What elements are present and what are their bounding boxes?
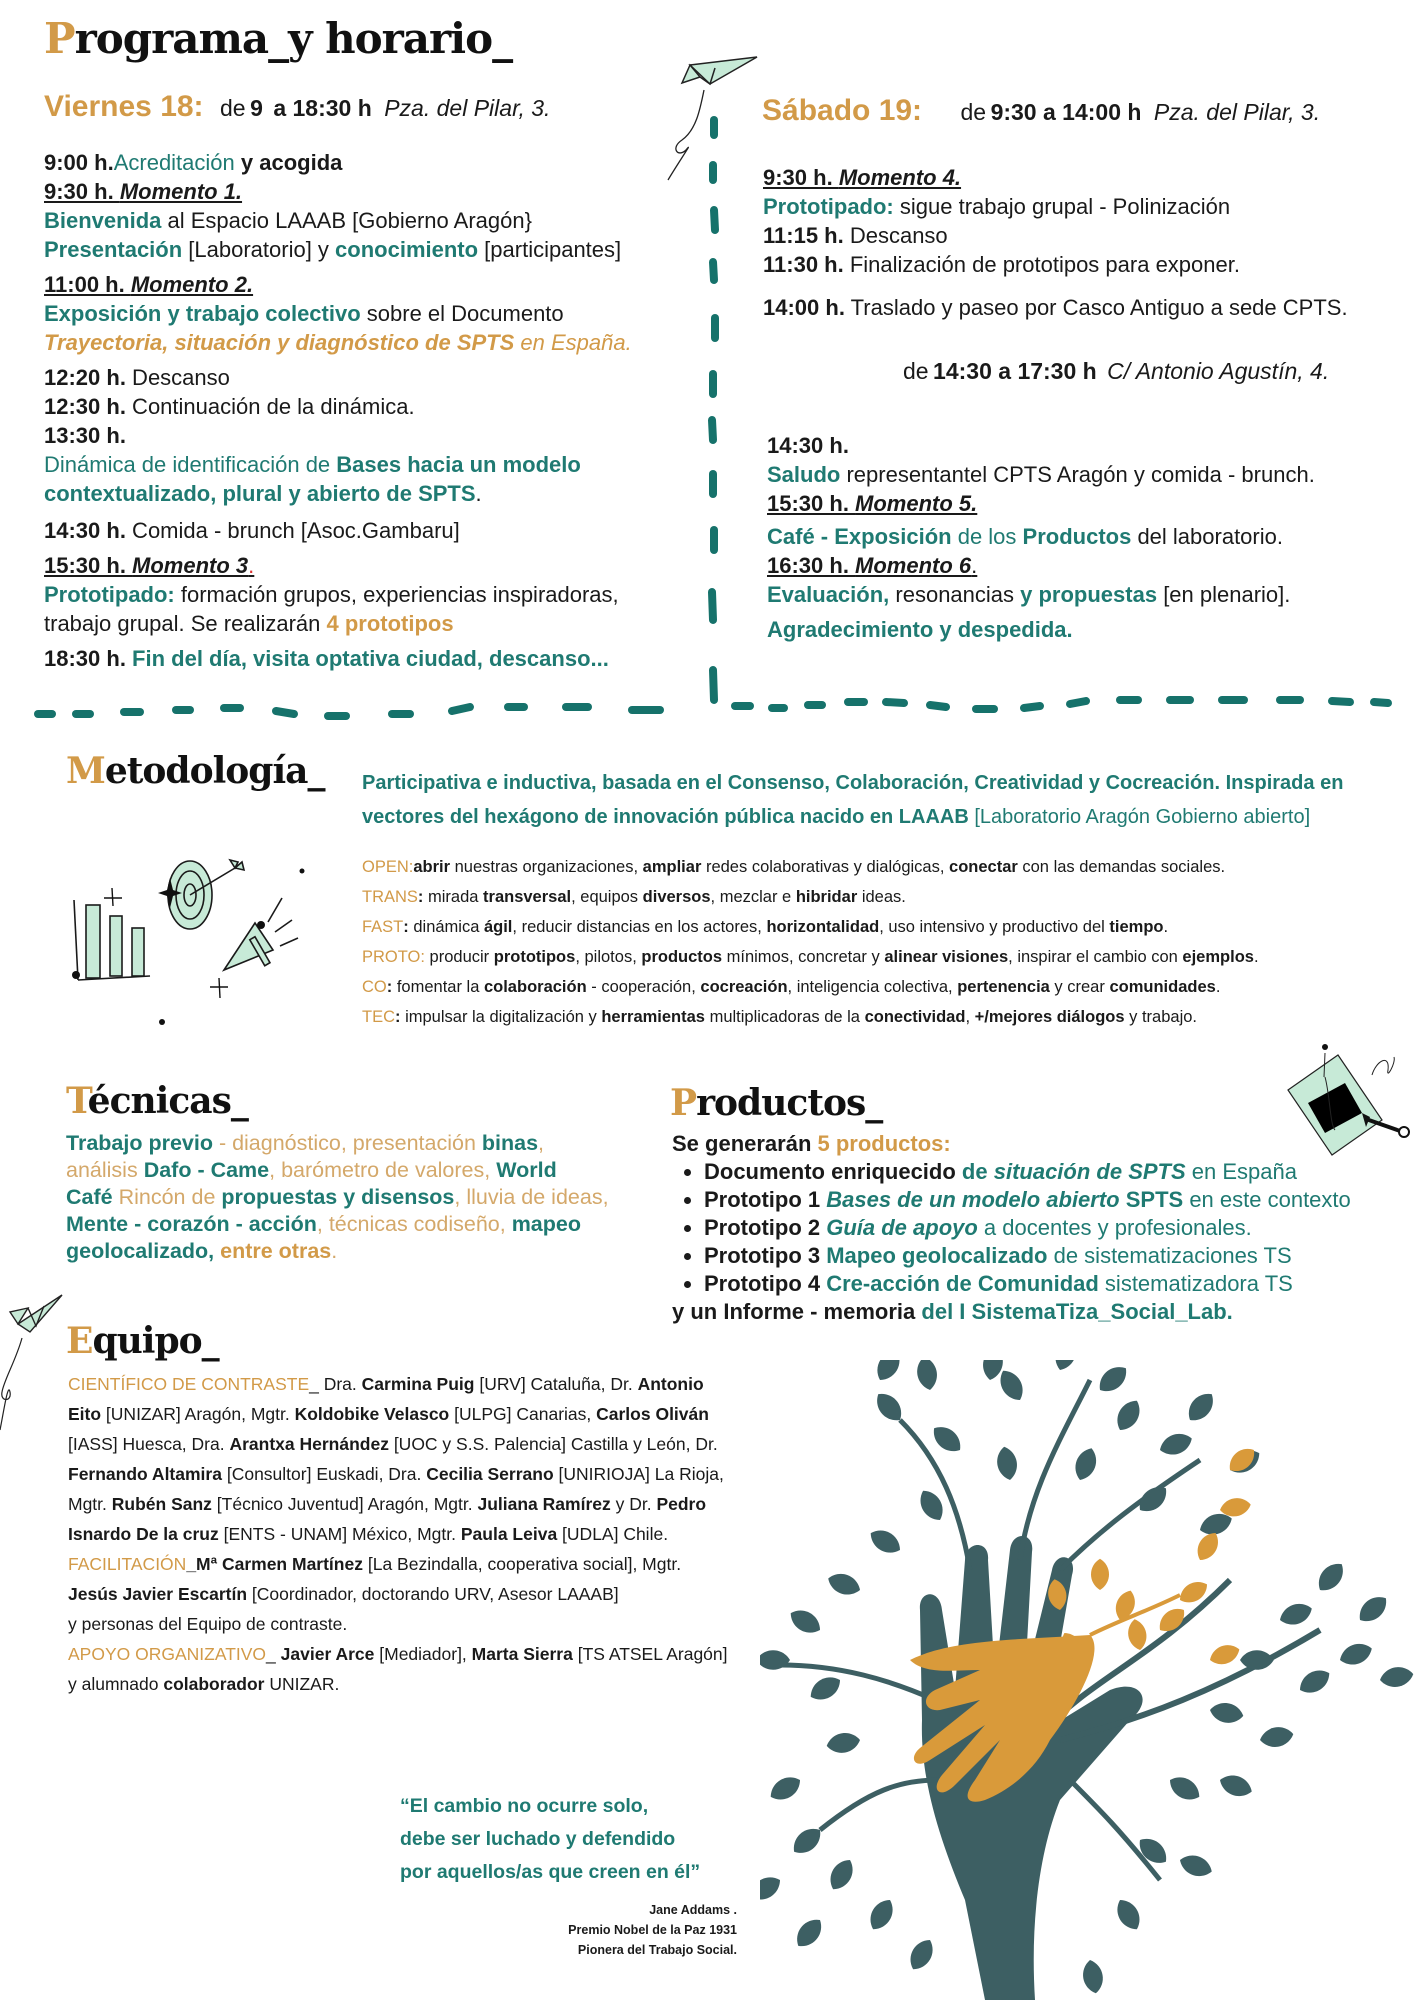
vector-text: transversal xyxy=(483,888,572,906)
productos-title xyxy=(670,1082,882,1124)
product-item xyxy=(704,1214,1412,1242)
vector-text: conectar xyxy=(949,858,1018,876)
vector-text: mínimos, concretar y xyxy=(722,948,885,966)
leaf xyxy=(1112,1396,1146,1435)
schedule-item: 12:30 h. Continuación de la dinámica. xyxy=(44,394,415,419)
vector-text: : xyxy=(386,978,393,996)
vector-text: nuestras organizaciones, xyxy=(450,858,643,876)
vector-text: : xyxy=(395,1008,401,1026)
metodologia-title xyxy=(66,750,324,792)
momento-3-heading: 15:30 h. Momento 3. xyxy=(44,553,255,578)
vector-text: : xyxy=(417,888,424,906)
team-text: [Coordinador, doctorando URV, Asesor LAAAB] xyxy=(247,1584,619,1604)
team-text: [UNIRIOJA] La Rioja, xyxy=(553,1464,724,1484)
schedule-item: 12:20 h. Descanso xyxy=(44,365,230,390)
team-line xyxy=(68,1609,808,1639)
schedule-item: Prototipado: formación grupos, experiencias inspiradoras, xyxy=(44,582,619,607)
schedule-item: Café - Exposición de los Productos del laboratorio. xyxy=(767,524,1283,549)
leaf xyxy=(1208,1700,1245,1725)
afternoon-de: de xyxy=(903,358,929,384)
product-desc: en este contexto xyxy=(1183,1187,1351,1212)
product-label: Prototipo 2 xyxy=(704,1215,827,1240)
product-desc: de sistematizaciones TS xyxy=(1047,1243,1292,1268)
team-text: [Técnico Juventud] Aragón, Mgtr. xyxy=(211,1494,478,1514)
vector-item xyxy=(362,972,1412,1002)
product-items xyxy=(672,1158,1412,1298)
sabado-de: de xyxy=(960,99,987,125)
leaf xyxy=(1080,1958,1105,1995)
vector-key: PROTO: xyxy=(362,948,425,966)
leaf xyxy=(786,1605,825,1639)
team-text: Rubén Sanz xyxy=(111,1494,212,1514)
equipo-title-rest: quipo_ xyxy=(92,1320,219,1362)
leaf xyxy=(1183,1388,1220,1426)
momento-6-heading: 16:30 h. Momento 6. xyxy=(767,553,978,578)
product-label: Prototipo 4 xyxy=(704,1271,827,1296)
team-text: _ Dra. xyxy=(309,1374,362,1394)
leaf xyxy=(915,1486,949,1525)
tecnica-text: , xyxy=(538,1131,545,1155)
gold-leaf xyxy=(1126,1618,1149,1652)
vector-text: - cooperación, xyxy=(586,978,701,996)
tecnica-text: - diagnóstico, presentación xyxy=(212,1131,482,1155)
leaf xyxy=(905,1935,939,1974)
vector-text: pertenencia xyxy=(957,978,1050,996)
schedule-item: 14:00 h. Traslado y paseo por Casco Antiguo a sede CPTS. xyxy=(763,295,1348,320)
schedule-item: 18:30 h. Fin del día, visita optativa ciudad, descanso... xyxy=(44,646,609,671)
vector-text: . xyxy=(1215,978,1221,996)
product-highlight: de xyxy=(961,1159,994,1184)
product-item xyxy=(704,1270,1412,1298)
viernes-from: 9 xyxy=(250,95,263,121)
equipo-title-cap: E xyxy=(66,1320,93,1362)
vector-text: herramientas xyxy=(601,1008,705,1026)
programa-title-rest: rograma_y horario_ xyxy=(74,14,513,63)
leaf xyxy=(915,1360,940,1392)
leaf xyxy=(825,1569,863,1599)
vector-text: hibridar xyxy=(795,888,858,906)
tecnicas-line xyxy=(66,1238,666,1265)
product-highlight: Bases de un modelo abierto xyxy=(826,1187,1120,1212)
team-text: [UNIZAR] Aragón, Mgtr. xyxy=(101,1404,295,1424)
sabado-place: Pza. del Pilar, 3. xyxy=(1153,99,1321,125)
leaf xyxy=(995,1445,1020,1482)
vector-text: fomentar la xyxy=(392,978,484,996)
leaf xyxy=(1165,1772,1204,1806)
schedule-item: contextualizado, plural y abierto de SPTS. xyxy=(44,481,482,506)
vector-text: prototipos xyxy=(493,948,576,966)
team-role-label: APOYO ORGANIZATIVO xyxy=(68,1644,267,1664)
team-text: Eito xyxy=(68,1404,102,1424)
vector-text: ágil xyxy=(483,918,513,936)
team-text: Koldobike Velasco xyxy=(294,1404,450,1424)
leaf xyxy=(1157,1429,1195,1459)
vector-text: , inspirar el cambio con xyxy=(1008,948,1183,966)
product-highlight: Guía de apoyo xyxy=(826,1215,978,1240)
momento-1-heading: 9:30 h. Momento 1. xyxy=(44,179,243,204)
equipo-title xyxy=(66,1320,219,1362)
schedule-item: 11:15 h. Descanso xyxy=(763,223,948,248)
team-text: [IASS] Huesca, Dra. xyxy=(68,1434,230,1454)
vector-text: ejemplos xyxy=(1182,948,1254,966)
team-text: Cecilia Serrano xyxy=(426,1464,554,1484)
vector-text: alinear visiones xyxy=(884,948,1009,966)
leaf xyxy=(825,1730,862,1755)
leaf xyxy=(928,1421,966,1458)
leaf xyxy=(791,1914,828,1952)
team-text: [Consultor] Euskadi, Dra. xyxy=(221,1464,427,1484)
tecnica-text: mapeo xyxy=(511,1212,581,1236)
hexagon-vectors-list xyxy=(362,852,1412,1032)
tecnica-text: Rincón de xyxy=(112,1185,222,1209)
vector-text: . xyxy=(1253,948,1259,966)
team-text: Pedro xyxy=(656,1494,707,1514)
tecnicas-title-cap: T xyxy=(66,1080,88,1122)
vector-text: ideas. xyxy=(857,888,906,906)
team-text: Isnardo De la cruz xyxy=(68,1524,219,1544)
team-text: Fernando Altamira xyxy=(68,1464,222,1484)
vector-item xyxy=(362,852,1412,882)
productos-intro: Se generarán 5 productos: xyxy=(672,1131,951,1156)
vector-text: tiempo xyxy=(1109,918,1164,936)
leaf xyxy=(1277,1599,1315,1629)
tecnica-text: Café xyxy=(66,1185,113,1209)
leaf xyxy=(1258,1725,1295,1750)
team-role-label: FACILITACIÓN xyxy=(68,1554,187,1574)
team-role-label: CIENTÍFICO DE CONTRASTE xyxy=(68,1374,310,1394)
leaf xyxy=(1240,1650,1274,1670)
schedule-item: Bienvenida al Espacio LAAAB [Gobierno Aragón} xyxy=(44,208,532,233)
team-line xyxy=(68,1519,808,1549)
team-line xyxy=(68,1639,808,1669)
schedule-item: Evaluación, resonancias y propuestas [en plenario]. xyxy=(767,582,1291,607)
product-desc: sistematizadora TS xyxy=(1098,1271,1293,1296)
vector-text: ampliar xyxy=(642,858,702,876)
leaf xyxy=(1313,1558,1350,1596)
vector-key: FAST xyxy=(362,918,404,936)
schedule-item: 14:30 h. xyxy=(767,433,849,458)
vector-text: conectividad xyxy=(864,1008,966,1026)
team-line xyxy=(68,1429,808,1459)
product-desc: a docentes y profesionales. xyxy=(977,1215,1252,1240)
sabado-range: 9:30 a 14:00 h xyxy=(990,99,1142,125)
team-text: Mgtr. xyxy=(68,1494,112,1514)
vector-text: , pilotos, xyxy=(575,948,642,966)
leaf xyxy=(872,1360,906,1385)
metodologia-title-cap: M xyxy=(66,750,105,792)
schedule-item: trabajo grupal. Se realizarán 4 prototipos xyxy=(44,611,454,636)
leaf xyxy=(1378,1665,1414,1690)
metodologia-intro xyxy=(362,766,1412,834)
vector-text: multiplicadoras de la xyxy=(704,1008,865,1026)
schedule-item: 9:00 h.Acreditación y acogida xyxy=(44,150,343,175)
quote-role: Pionera del Trabajo Social. xyxy=(577,1943,737,1957)
leaf xyxy=(1134,1833,1172,1870)
chart-target-megaphone-illustration xyxy=(30,850,330,1030)
vector-text: producir xyxy=(424,948,494,966)
dashed-divider xyxy=(0,0,1414,720)
tecnica-text: , técnicas codiseño, xyxy=(316,1212,512,1236)
vector-text: con las demandas sociales. xyxy=(1017,858,1226,876)
document-wrench-illustration xyxy=(1270,1035,1414,1165)
vector-text: , mezclar e xyxy=(710,888,796,906)
vector-key: OPEN: xyxy=(362,858,414,876)
tecnica-text: Dafo - Came xyxy=(143,1158,270,1182)
schedule-item: Presentación [Laboratorio] y conocimiento [participantes] xyxy=(44,237,622,262)
quote-line: por aquellos/as que creen en él” xyxy=(400,1861,701,1883)
vector-text: y crear xyxy=(1049,978,1110,996)
schedule-item: Agradecimiento y despedida. xyxy=(767,617,1073,642)
leaf xyxy=(1051,1360,1081,1373)
leaf xyxy=(1071,1445,1101,1483)
leaf xyxy=(806,1672,845,1706)
tecnica-text: World xyxy=(496,1158,557,1182)
viernes-place: Pza. del Pilar, 3. xyxy=(384,95,551,121)
vector-item xyxy=(362,882,1412,912)
tecnica-text: análisis xyxy=(66,1158,144,1182)
vector-text: horizontalidad xyxy=(766,918,880,936)
product-highlight: situación de SPTS xyxy=(993,1159,1186,1184)
leaf xyxy=(1354,1591,1392,1628)
tecnica-text: propuestas y disensos xyxy=(221,1185,455,1209)
vector-item xyxy=(362,1002,1412,1032)
momento-2-heading: 11:00 h. Momento 2. xyxy=(44,272,254,297)
team-text: [ENTS - UNAM] México, Mgtr. xyxy=(218,1524,461,1544)
vector-text: productos xyxy=(641,948,723,966)
viernes-day: Viernes 18: xyxy=(44,90,204,123)
hands-tree-illustration xyxy=(760,1360,1414,2000)
vector-text: , inteligencia colectiva, xyxy=(787,978,958,996)
tecnica-text: Mente - corazón - acción xyxy=(66,1212,317,1236)
vector-text: colaboración xyxy=(483,978,587,996)
vector-item xyxy=(362,912,1412,942)
quote-line: “El cambio no ocurre solo, xyxy=(400,1795,649,1817)
schedule-item: Saludo representantel CPTS Aragón y comida - brunch. xyxy=(767,462,1315,487)
vector-text: mirada xyxy=(423,888,484,906)
vector-text: : xyxy=(403,918,409,936)
tecnica-text: geolocalizado, xyxy=(66,1239,221,1263)
tecnicas-title-rest: écnicas_ xyxy=(87,1080,248,1122)
sabado-day: Sábado 19: xyxy=(762,94,923,127)
tecnicas-line xyxy=(66,1211,666,1238)
team-text: Juliana Ramírez xyxy=(477,1494,611,1514)
gold-leaf xyxy=(1207,1641,1242,1669)
leaf xyxy=(865,1895,899,1934)
tecnicas-line xyxy=(66,1130,666,1157)
tecnicas-title xyxy=(66,1080,248,1122)
team-text: [TS ATSEL Aragón] xyxy=(572,1644,728,1664)
afternoon-range: 14:30 a 17:30 h xyxy=(933,358,1097,384)
vector-text: abrir xyxy=(413,858,451,876)
vector-text: . xyxy=(1163,918,1169,936)
quote-author: Jane Addams . xyxy=(649,1903,737,1917)
team-line xyxy=(68,1459,808,1489)
product-highlight: Mapeo geolocalizado xyxy=(826,1243,1048,1268)
intro-line: Participativa e inductiva, basada en el Consenso, Colaboración, Creatividad y Cocreación. Inspirada en xyxy=(362,772,1344,794)
team-text: Arantxa Hernández xyxy=(229,1434,389,1454)
team-text: Javier Arce xyxy=(280,1644,375,1664)
team-text: y alumnado xyxy=(68,1674,164,1694)
product-item xyxy=(704,1186,1412,1214)
leaf xyxy=(760,1872,785,1906)
tecnica-text: . xyxy=(331,1239,338,1263)
vector-item xyxy=(362,942,1412,972)
vector-key: CO xyxy=(362,978,387,996)
team-text: Jesús Javier Escartín xyxy=(68,1584,248,1604)
leaf xyxy=(825,1855,859,1894)
vector-text: comunidades xyxy=(1109,978,1216,996)
product-highlight: Cre-acción de Comunidad xyxy=(826,1271,1099,1296)
team-text: [URV] Cataluña, Dr. xyxy=(474,1374,638,1394)
quote xyxy=(400,1790,760,1889)
product-highlight: SPTS xyxy=(1119,1187,1184,1212)
gold-leaf xyxy=(1112,1588,1140,1623)
leaf xyxy=(1112,1895,1146,1934)
team-text: Paula Leiva xyxy=(460,1524,558,1544)
vector-text: , equipos xyxy=(571,888,643,906)
team-text: [UDLA] Chile. xyxy=(557,1524,669,1544)
schedule-item: Exposición y trabajo colectivo sobre el Documento xyxy=(44,301,564,326)
tecnica-text: binas xyxy=(481,1131,539,1155)
productos-title-rest: roductos_ xyxy=(696,1082,883,1124)
tecnicas-line xyxy=(66,1157,666,1184)
team-text: [UOC y S.S. Palencia] Castilla y León, Dr. xyxy=(388,1434,718,1454)
vector-text: +/mejores diálogos xyxy=(974,1008,1125,1026)
intro-line: vectores del hexágono de innovación pública nacido en LAAAB [Laboratorio Aragón Gobierno abierto] xyxy=(362,806,1311,828)
viernes-to: a 18:30 h xyxy=(273,95,372,121)
vector-text: , reducir distancias en los actores, xyxy=(512,918,767,936)
schedule-item: Dinámica de identificación de Bases hacia un modelo xyxy=(44,452,581,477)
schedule-item: 11:30 h. Finalización de prototipos para exponer. xyxy=(763,252,1240,277)
vector-text: y trabajo. xyxy=(1124,1008,1198,1026)
team-text: Carlos Oliván xyxy=(596,1404,709,1424)
momento-5-heading: 15:30 h. Momento 5. xyxy=(767,491,978,516)
product-item xyxy=(704,1242,1412,1270)
tecnicas-line xyxy=(66,1184,666,1211)
leaf xyxy=(1337,1639,1375,1669)
team-line xyxy=(68,1399,808,1429)
team-text: y Dr. xyxy=(610,1494,657,1514)
schedule-item: 13:30 h. xyxy=(44,423,126,448)
team-text: colaborador xyxy=(163,1674,265,1694)
team-text: _Mª Carmen Martínez xyxy=(186,1554,363,1574)
vector-text: cocreación xyxy=(700,978,788,996)
vector-text: , uso intensivo y productivo del xyxy=(879,918,1110,936)
programa-title-cap: P xyxy=(44,14,75,63)
team-text: y personas del Equipo de contraste. xyxy=(68,1614,348,1634)
team-text: [Mediador], xyxy=(374,1644,472,1664)
team-text: Antonio xyxy=(637,1374,704,1394)
momento-4-heading: 9:30 h. Momento 4. xyxy=(763,165,962,190)
schedule-item: Trayectoria, situación y diagnóstico de SPTS en España. xyxy=(44,330,632,355)
team-line xyxy=(68,1489,808,1519)
leaf xyxy=(1217,1771,1255,1801)
leaf xyxy=(1177,1851,1215,1881)
team-text: UNIZAR. xyxy=(264,1674,340,1694)
productos-title-cap: P xyxy=(670,1082,697,1124)
team-text: Carmina Puig xyxy=(361,1374,475,1394)
tecnica-text: , barómetro de valores, xyxy=(269,1158,497,1182)
vector-text: dinámica xyxy=(408,918,484,936)
afternoon-place: C/ Antonio Agustín, 4. xyxy=(1107,358,1330,384)
leaf xyxy=(1295,1665,1334,1699)
equipo-text xyxy=(68,1369,808,1699)
team-text: [La Bezindalla, cooperativa social], Mgtr. xyxy=(362,1554,682,1574)
tecnica-text: entre otras xyxy=(220,1239,332,1263)
vector-text: diversos xyxy=(642,888,711,906)
team-line xyxy=(68,1369,808,1399)
team-text: [ULPG] Canarias, xyxy=(449,1404,597,1424)
quote-line: debe ser luchado y defendido xyxy=(400,1828,676,1850)
productos-closing: y un Informe - memoria del I SistemaTiza_Social_Lab. xyxy=(672,1299,1233,1324)
tecnicas-text xyxy=(66,1130,666,1265)
metodologia-title-rest: etodología_ xyxy=(104,750,325,792)
tecnica-text: , lluvia de ideas, xyxy=(454,1185,609,1209)
gold-leaf xyxy=(1091,1559,1109,1590)
viernes-de: de xyxy=(220,95,246,121)
quote-attribution xyxy=(500,1900,737,1960)
quote-award: Premio Nobel de la Paz 1931 xyxy=(568,1923,737,1937)
vector-key: TRANS xyxy=(362,888,418,906)
schedule-item: Prototipado: sigue trabajo grupal - Polinización xyxy=(763,194,1231,219)
leaf xyxy=(1094,1361,1132,1398)
leaf xyxy=(866,1525,905,1559)
team-text: _ xyxy=(266,1644,281,1664)
product-label: Prototipo 3 xyxy=(704,1243,827,1268)
schedule-item: 14:30 h. Comida - brunch [Asoc.Gambaru] xyxy=(44,518,460,543)
team-line xyxy=(68,1579,808,1609)
vector-text: , xyxy=(965,1008,975,1026)
product-label: Documento enriquecido xyxy=(704,1159,962,1184)
team-text: Marta Sierra xyxy=(471,1644,573,1664)
tecnica-text: Trabajo previo xyxy=(66,1131,213,1155)
product-label: Prototipo 1 xyxy=(704,1187,827,1212)
vector-text: impulsar la digitalización y xyxy=(400,1008,602,1026)
vector-key: TEC xyxy=(362,1008,395,1026)
leaf xyxy=(766,1772,805,1806)
product-desc: en España xyxy=(1185,1159,1297,1184)
team-line xyxy=(68,1669,808,1699)
team-line xyxy=(68,1549,808,1579)
vector-text: redes colaborativas y dialógicas, xyxy=(701,858,950,876)
